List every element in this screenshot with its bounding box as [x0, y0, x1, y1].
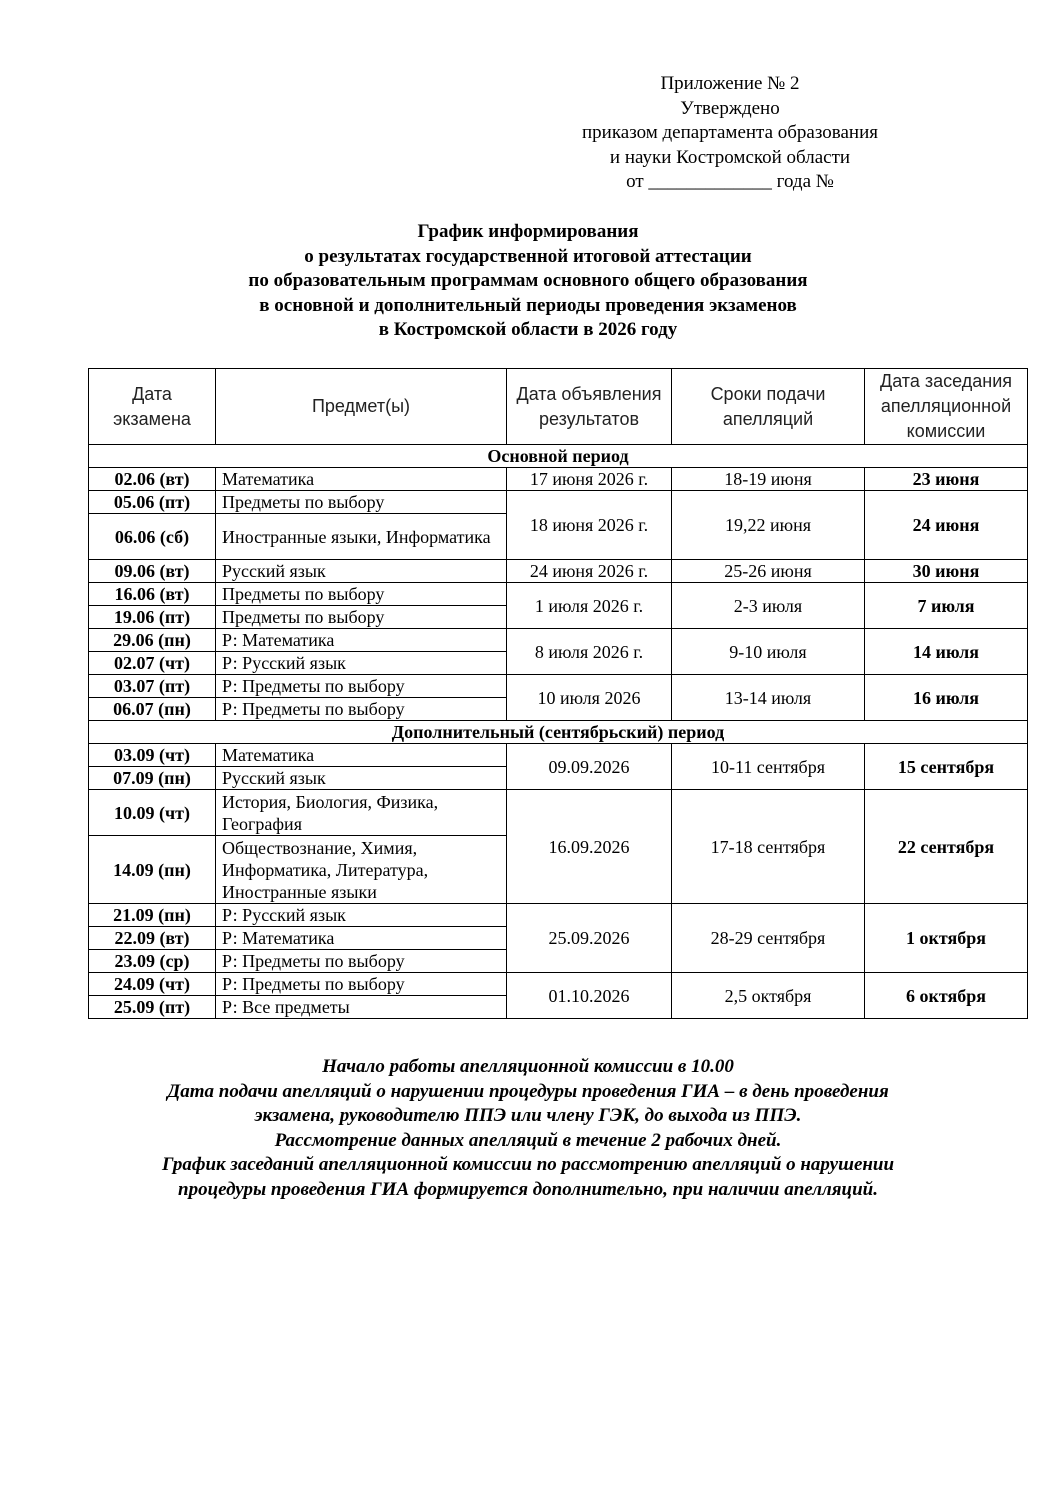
commission-date: 16 июля [865, 675, 1028, 721]
header-appeal-period: Сроки подачи апелляций [672, 369, 865, 445]
table-row [89, 468, 1028, 491]
title-line: о результатах государственной итоговой аттестации [304, 245, 752, 267]
note-line: Рассмотрение данных апелляций в течение 2 рабочих дней. [274, 1129, 782, 1151]
appendix-number: Приложение № 2 [660, 73, 800, 94]
schedule-table [88, 368, 1028, 1019]
subject: Р: Предметы по выбору [216, 973, 507, 996]
subject: Русский язык [216, 767, 507, 790]
appeal-period: 9-10 июля [672, 629, 865, 675]
commission-date: 22 сентября [865, 790, 1028, 904]
order-date-line: от _____________ года № [626, 171, 834, 192]
results-date: 1 июля 2026 г. [507, 583, 672, 629]
subject: Р: Предметы по выбору [216, 698, 507, 721]
table-row [89, 675, 1028, 698]
appeal-period: 18-19 июня [672, 468, 865, 491]
table-row [89, 560, 1028, 583]
commission-date: 7 июля [865, 583, 1028, 629]
title-line: в основной и дополнительный периоды проведения экзаменов [259, 294, 797, 316]
note-line: экзамена, руководителю ППЭ или члену ГЭК, до выхода из ППЭ. [254, 1105, 802, 1126]
exam-date: 06.06 (сб) [89, 514, 216, 560]
commission-date: 14 июля [865, 629, 1028, 675]
commission-date: 15 сентября [865, 744, 1028, 790]
appeal-period: 19,22 июня [672, 491, 865, 560]
approval-block [560, 72, 900, 195]
title-line: График информирования [417, 221, 639, 242]
exam-date: 14.09 (пн) [89, 836, 216, 904]
subject: Р: Математика [216, 629, 507, 652]
exam-date: 19.06 (пт) [89, 606, 216, 629]
table-row [89, 904, 1028, 927]
subject: Предметы по выбору [216, 606, 507, 629]
table-row [89, 790, 1028, 836]
exam-date: 07.09 (пн) [89, 767, 216, 790]
header-subjects: Предмет(ы) [216, 369, 507, 445]
commission-date: 24 июня [865, 491, 1028, 560]
note-line: Дата подачи апелляций о нарушении процедуры проведения ГИА – в день проведения [167, 1080, 889, 1102]
exam-date: 05.06 (пт) [89, 491, 216, 514]
exam-date: 06.07 (пн) [89, 698, 216, 721]
department-line: и науки Костромской области [609, 146, 851, 168]
exam-date: 21.09 (пн) [89, 904, 216, 927]
appeal-period: 10-11 сентября [672, 744, 865, 790]
subject: Р: Математика [216, 927, 507, 950]
order-line: приказом департамента образования [581, 122, 878, 143]
note-line: процедуры проведения ГИА формируется дополнительно, при наличии апелляций. [178, 1178, 878, 1200]
document-title [80, 220, 976, 343]
exam-date: 02.07 (чт) [89, 652, 216, 675]
table-row [89, 744, 1028, 767]
results-date: 17 июня 2026 г. [507, 468, 672, 491]
section-row [89, 721, 1028, 744]
appeal-period: 2-3 июля [672, 583, 865, 629]
subject: Предметы по выбору [216, 583, 507, 606]
appeal-period: 2,5 октября [672, 973, 865, 1019]
commission-date: 30 июня [865, 560, 1028, 583]
subject: Р: Русский язык [216, 652, 507, 675]
appeal-period: 28-29 сентября [672, 904, 865, 973]
title-line: по образовательным программам основного общего образования [248, 270, 808, 291]
subject: Р: Русский язык [216, 904, 507, 927]
section-additional-period: Дополнительный (сентябрьский) период [89, 721, 1028, 744]
subject: Русский язык [216, 560, 507, 583]
commission-date: 6 октября [865, 973, 1028, 1019]
subject: История, Биология, Физика, География [216, 790, 507, 836]
commission-date: 23 июня [865, 468, 1028, 491]
results-date: 24 июня 2026 г. [507, 560, 672, 583]
note-line: График заседаний апелляционной комиссии по рассмотрению апелляций о нарушении [161, 1154, 895, 1175]
subject: Иностранные языки, Информатика [216, 514, 507, 560]
results-date: 01.10.2026 [507, 973, 672, 1019]
subject: Математика [216, 468, 507, 491]
appeal-period: 25-26 июня [672, 560, 865, 583]
subject: Математика [216, 744, 507, 767]
table-header-row [89, 369, 1028, 445]
note-line: Начало работы апелляционной комиссии в 10.00 [322, 1056, 734, 1077]
table-row [89, 973, 1028, 996]
header-commission-date: Дата заседания апелляционной комиссии [865, 369, 1028, 445]
header-results-date: Дата объявления результатов [507, 369, 672, 445]
exam-date: 29.06 (пн) [89, 629, 216, 652]
results-date: 18 июня 2026 г. [507, 491, 672, 560]
section-main-period: Основной период [89, 445, 1028, 468]
header-exam-date: Дата экзамена [89, 369, 216, 445]
results-date: 10 июля 2026 [507, 675, 672, 721]
exam-date: 10.09 (чт) [89, 790, 216, 836]
exam-date: 23.09 (ср) [89, 950, 216, 973]
title-line: в Костромской области в 2026 году [378, 319, 678, 340]
exam-date: 24.09 (чт) [89, 973, 216, 996]
results-date: 8 июля 2026 г. [507, 629, 672, 675]
subject: Предметы по выбору [216, 491, 507, 514]
subject: Р: Предметы по выбору [216, 950, 507, 973]
table-row [89, 491, 1028, 514]
table-row [89, 629, 1028, 652]
exam-date: 25.09 (пт) [89, 996, 216, 1019]
exam-date: 22.09 (вт) [89, 927, 216, 950]
results-date: 16.09.2026 [507, 790, 672, 904]
subject: Р: Все предметы [216, 996, 507, 1019]
section-row [89, 445, 1028, 468]
subject: Обществознание, Химия, Информатика, Литература, Иностранные языки [216, 836, 507, 904]
subject: Р: Предметы по выбору [216, 675, 507, 698]
exam-date: 09.06 (вт) [89, 560, 216, 583]
exam-date: 16.06 (вт) [89, 583, 216, 606]
results-date: 09.09.2026 [507, 744, 672, 790]
appeal-period: 13-14 июля [672, 675, 865, 721]
exam-date: 03.07 (пт) [89, 675, 216, 698]
appeal-period: 17-18 сентября [672, 790, 865, 904]
exam-date: 02.06 (вт) [89, 468, 216, 491]
approved-label: Утверждено [680, 97, 780, 119]
notes-block [80, 1055, 976, 1202]
exam-date: 03.09 (чт) [89, 744, 216, 767]
commission-date: 1 октября [865, 904, 1028, 973]
results-date: 25.09.2026 [507, 904, 672, 973]
table-row [89, 583, 1028, 606]
